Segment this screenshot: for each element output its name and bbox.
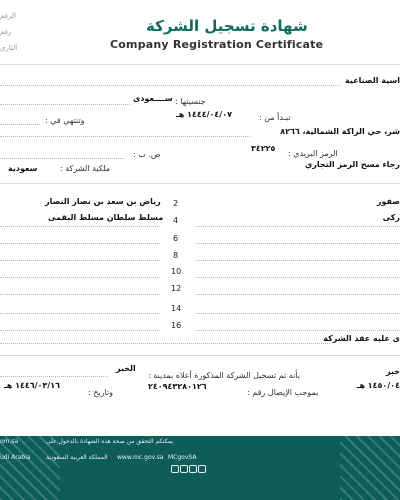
postal-code-value: ٣٤٢٢٥ xyxy=(251,144,276,153)
table-row-line xyxy=(0,243,160,244)
section-divider xyxy=(0,183,400,184)
footer-pattern xyxy=(340,436,400,500)
table-row-line xyxy=(195,243,400,244)
partner-value-right-1: صفور xyxy=(376,197,400,206)
table-row-line xyxy=(0,277,160,278)
partner-value-right-2: ركى xyxy=(382,213,400,222)
certify-text: بأنه تم تسجيل الشركة المذكورة أعلاه بمدينة : xyxy=(148,371,300,380)
dotted-line xyxy=(0,158,125,159)
table-row-line xyxy=(0,330,160,331)
dotted-line xyxy=(0,104,130,105)
meta-ref-label: رقم xyxy=(0,28,12,36)
instagram-icon xyxy=(189,465,197,473)
section-heading-activity: اسية الصناعية xyxy=(345,76,400,85)
row-number: 16 xyxy=(171,321,182,330)
table-row-line xyxy=(0,260,160,261)
bottom-right-value: خبر xyxy=(385,367,400,376)
table-row-line xyxy=(195,330,400,331)
row-number: 2 xyxy=(173,199,179,208)
footer-verify-text: يمكنكم التحقق من صحة هذه الشهادة بالدخول على xyxy=(46,438,174,445)
section-heading-contract: ى عليه عقد الشركة xyxy=(323,334,400,343)
footer-pattern xyxy=(0,436,60,500)
dotted-line xyxy=(0,376,108,377)
footer-country-ar: المملكة العربية السعودية xyxy=(46,454,108,461)
dotted-line xyxy=(0,124,40,125)
dotted-line xyxy=(0,343,330,344)
footer-handle: MCgovSA xyxy=(168,454,197,461)
table-row-line xyxy=(195,260,400,261)
meta-date-label: التاري xyxy=(0,44,18,52)
row-number: 10 xyxy=(171,267,182,276)
certificate-title-english: Company Registration Certificate xyxy=(110,38,324,51)
postal-code-label: الرمز البريدي : xyxy=(288,149,338,158)
section-divider xyxy=(0,355,400,356)
row-number: 4 xyxy=(173,216,179,225)
starts-label: تبـدأ من : xyxy=(259,113,291,122)
nationality-label: جنسيتها : xyxy=(175,97,206,106)
pobox-label: ص. ب : xyxy=(133,150,161,159)
table-row-line xyxy=(195,277,400,278)
row-number: 8 xyxy=(173,251,179,260)
twitter-icon xyxy=(198,465,206,473)
row-number: 14 xyxy=(171,304,182,313)
table-row-line xyxy=(0,294,160,295)
table-row-line xyxy=(0,226,160,227)
footer-bar xyxy=(0,436,400,500)
table-row-line xyxy=(0,313,160,314)
starts-value: ١٤٤٤/٠٤/٠٧ هـ xyxy=(176,110,232,119)
bottom-right-date: ١٤٥٠/٠٤ هـ xyxy=(356,381,400,390)
partner-name-2: مسلط سلطان مسلط البقمى xyxy=(48,213,164,222)
certificate-title-arabic: شهادة تسجيل الشركة xyxy=(146,17,308,35)
receipt-value: ٢٤٠٩٤٣٢٨٠١٢٦ xyxy=(148,382,207,391)
scan-code-value: رجاء مسح الرمز التجاري xyxy=(304,160,400,169)
receipt-label: بموجب الإيصال رقم : xyxy=(247,388,319,397)
table-row-line xyxy=(195,226,400,227)
dotted-line xyxy=(0,85,340,86)
facebook-icon xyxy=(180,465,188,473)
footer-country-en: udi Arabia xyxy=(0,454,31,461)
date-value: ١٤٤٦/٠٣/١٦ هـ xyxy=(4,381,60,390)
dotted-line xyxy=(0,136,250,137)
date-label: وتاريخ : xyxy=(88,388,114,397)
row-number: 6 xyxy=(173,234,179,243)
city-value: الخبر xyxy=(116,364,136,373)
footer-site-fragment: om.sa xyxy=(0,438,19,445)
table-row-line xyxy=(195,313,400,314)
ownership-label: ملكية الشركة : xyxy=(60,164,111,173)
table-row-line xyxy=(195,294,400,295)
meta-number-label: الرقم xyxy=(0,12,16,20)
ends-label: وتنتهي في : xyxy=(45,116,85,125)
ownership-value: سعودية xyxy=(8,164,38,173)
nationality-value: ســــعودى xyxy=(133,94,173,103)
row-number: 12 xyxy=(171,284,182,293)
snapchat-icon xyxy=(171,465,179,473)
partner-name-1: رياض بن سعد بن نصار النصار xyxy=(45,197,161,206)
address-value: شر، حي الراكة الشمالية، ٨٢٦٦ xyxy=(280,127,400,136)
footer-website: www.mc.gov.sa xyxy=(117,454,164,461)
header-divider xyxy=(0,64,400,65)
